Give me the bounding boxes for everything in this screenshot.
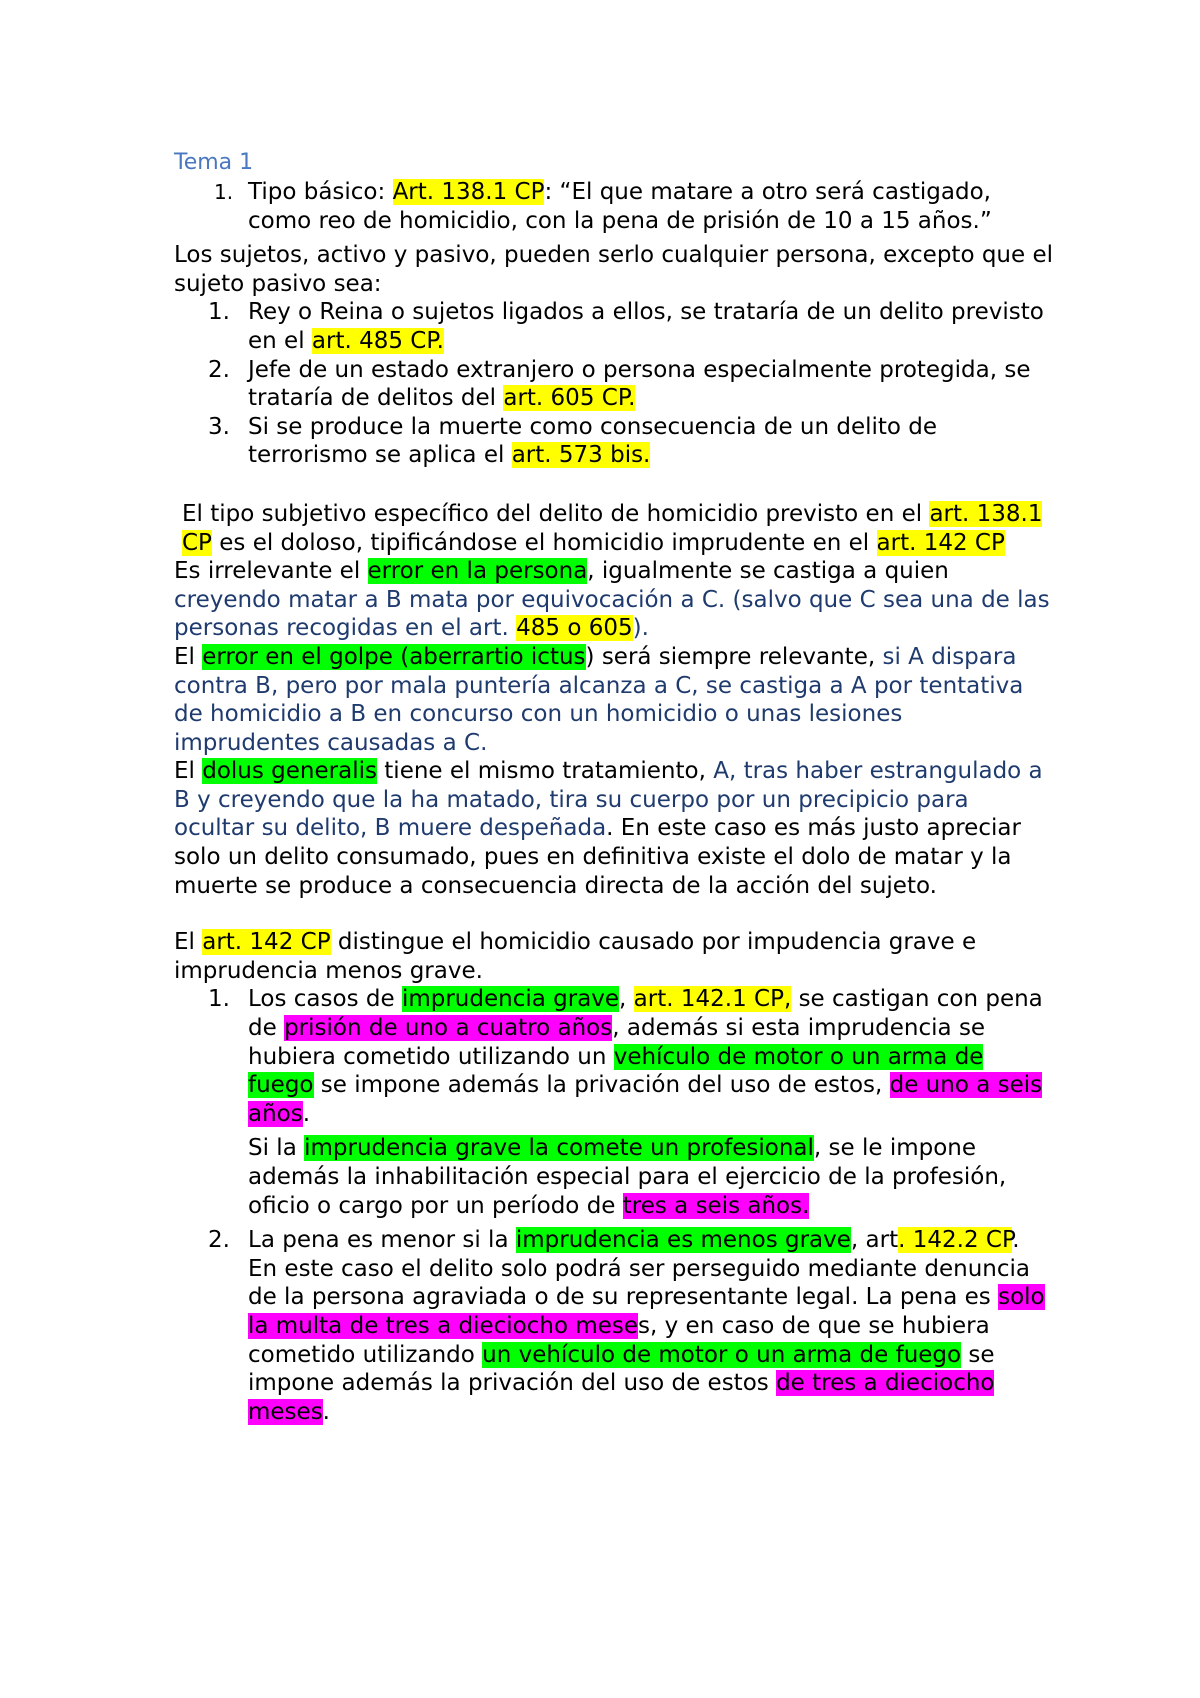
text: El (174, 758, 203, 785)
highlight-yellow: art. 573 bis. (511, 442, 651, 469)
highlight-green: imprudencia grave (401, 986, 620, 1013)
text: Si la (248, 1135, 305, 1162)
list-item (174, 356, 1054, 413)
text: se castigan con pena de (248, 986, 1043, 1042)
document-body (174, 148, 1054, 1426)
paragraph-subjective-type (174, 500, 1054, 557)
list-number: 1. (208, 986, 230, 1013)
example-text: creyendo matar a B mata por equivocación a C. (salvo que C sea una de las personas recogidas en el art. (174, 586, 1050, 642)
text: ) será siempre relevante, (585, 643, 883, 670)
highlight-green: dolus generalis (202, 758, 377, 785)
text: La pena es menor si la (248, 1227, 516, 1254)
text: Los casos de (248, 986, 402, 1013)
example-text: si A dispara contra B, pero por mala puntería alcanza a C, se castiga a A por tentativa de homicidio a B en concurso con un homicidio o unas lesiones imprudentes causadas a C. (174, 643, 1024, 756)
list-item-grave-professional (174, 1134, 1054, 1220)
highlight-yellow: art. 142 CP (876, 529, 1005, 556)
text: es el doloso, tipificándose el homicidio imprudente en el (211, 529, 877, 556)
list-number: 2. (208, 1227, 230, 1254)
example-text: ). (632, 615, 649, 642)
highlight-green: un vehículo de motor o un arma de fuego (482, 1341, 962, 1368)
text: , igualmente se castiga a quien (587, 558, 949, 585)
list-item (174, 413, 1054, 470)
text: El (174, 643, 203, 670)
paragraph-dolus-generalis (174, 757, 1054, 900)
text: , art (850, 1227, 899, 1254)
text: Tipo básico: (248, 179, 393, 205)
text: . (322, 1398, 330, 1425)
text: distingue el homicidio causado por impudencia grave e imprudencia menos grave. (174, 929, 977, 984)
list-item-less-grave (174, 1226, 1054, 1426)
example-text: A, tras haber estrangulado a B y creyendo que la ha matado, tira su cuerpo por un precipicio para ocultar su delito, B muere despeñada (174, 758, 1043, 842)
highlight-magenta: de tres a dieciocho meses (248, 1370, 995, 1425)
text: s, y en caso de que se hubiera cometido utilizando (248, 1312, 990, 1368)
text: Es irrelevante el (174, 558, 368, 585)
paragraph-subjects: Los sujetos, activo y pasivo, pueden serlo cualquier persona, excepto que el sujeto pasivo sea: (174, 242, 1054, 297)
highlight-yellow: 485 o 605 (516, 615, 633, 642)
text: . En este caso es más justo apreciar solo un delito consumado, pues en definitiva existe el dolo de matar y la muerte se produce a consecuencia directa de la acción del sujeto. (174, 815, 1021, 899)
text: . En este caso el delito solo podrá ser perseguido mediante denuncia de la persona agraviada o de su representante legal. La pena es (248, 1227, 1030, 1311)
highlight-green: imprudencia grave la comete un profesional (304, 1135, 814, 1162)
highlight-green: error en la persona (367, 558, 588, 585)
text: Jefe de un estado extranjero o persona especialmente protegida, se trataría de delitos del (248, 356, 1031, 412)
text: se impone además la privación del uso de estos (248, 1341, 995, 1397)
list-number: 1. (208, 299, 230, 326)
text: . (302, 1100, 311, 1127)
highlight-yellow: art. 142.1 CP, (633, 986, 792, 1013)
list-number: 3. (208, 413, 230, 440)
highlight-magenta: prisión de uno a cuatro años (284, 1015, 613, 1042)
highlight-green: error en el golpe (aberrartio ictus (202, 643, 586, 670)
highlight-green: imprudencia es menos grave (515, 1227, 851, 1254)
highlight-magenta: solo la multa de tres a dieciocho mese (248, 1284, 1045, 1339)
highlight-yellow: Art. 138.1 CP (392, 179, 545, 205)
highlight-yellow: . 142.2 CP (898, 1227, 1013, 1254)
highlight-yellow: art. 142 CP (202, 929, 331, 956)
text: El tipo subjetivo específico del delito de homicidio previsto en el (182, 500, 930, 527)
text: tiene el mismo tratamiento, (376, 758, 714, 785)
text: , además si esta imprudencia se hubiera cometido utilizando un (248, 1015, 986, 1070)
highlight-yellow: art. 605 CP. (503, 385, 636, 412)
paragraph-aberratio-ictus (174, 643, 1054, 757)
text: Rey o Reina o sujetos ligados a ellos, se trataría de un delito previsto en el (248, 299, 1044, 354)
highlight-yellow: art. 138.1 CP (182, 500, 1043, 556)
text: , se le impone además la inhabilitación especial para el ejercicio de la profesión, oficio o cargo por un período de (248, 1135, 1007, 1219)
highlight-green: vehículo de motor o un arma de fuego (248, 1043, 984, 1099)
paragraph-error-in-person (174, 557, 1054, 643)
list-number: 1. (214, 180, 234, 204)
list-item-grave (174, 985, 1054, 1128)
text: , (619, 986, 634, 1013)
highlight-yellow: art. 485 CP. (311, 327, 444, 354)
list-item (174, 298, 1054, 355)
text: se impone además la privación del uso de estos, (313, 1072, 890, 1099)
text: Si se produce la muerte como consecuencia de un delito de terrorismo se aplica el (248, 413, 938, 469)
text: : “El que matare a otro será castigado, como reo de homicidio, con la pena de prisión de 10 a 15 años.” (248, 179, 992, 234)
highlight-magenta: de uno a seis años (248, 1072, 1043, 1127)
highlight-magenta: tres a seis años. (622, 1192, 810, 1219)
list-item-basic-type (174, 178, 1054, 235)
paragraph-art-142 (174, 928, 1054, 985)
page-title: Tema 1 (174, 150, 254, 175)
list-number: 2. (208, 356, 230, 383)
text: El (174, 929, 203, 956)
